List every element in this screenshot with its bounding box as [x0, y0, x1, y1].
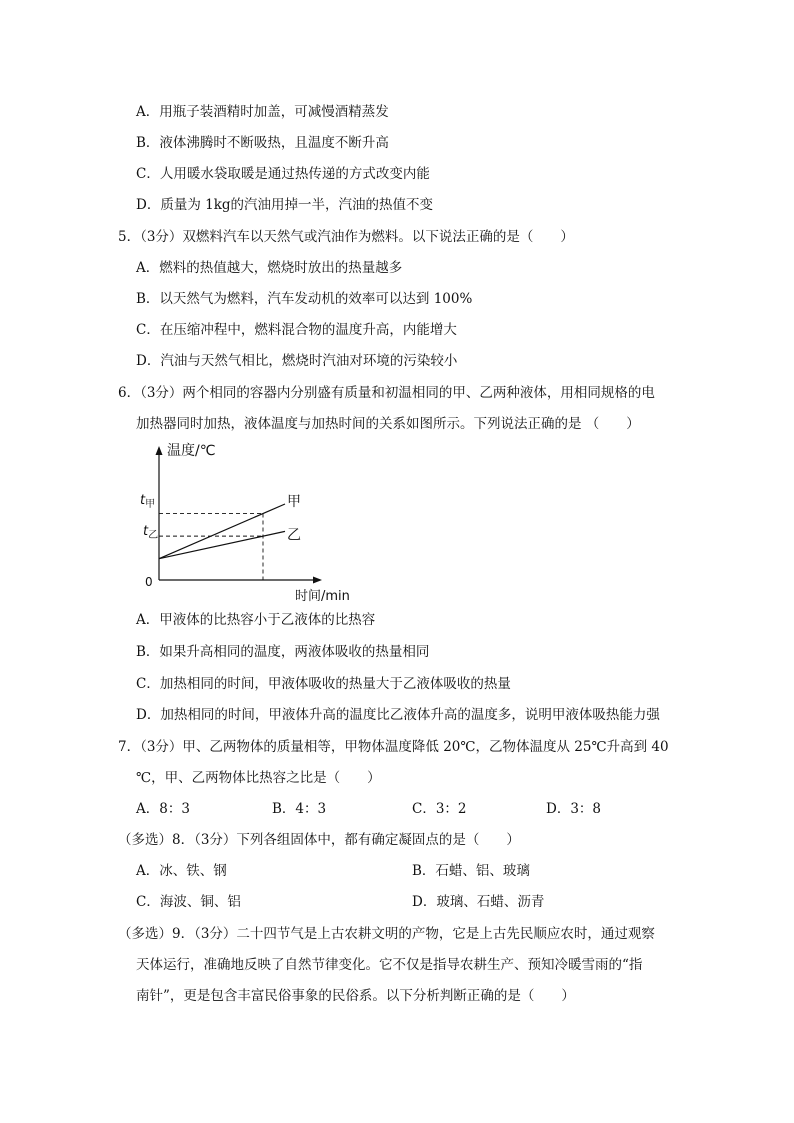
t-jia-label: $t_甲$ — [140, 493, 156, 510]
q8-option-b: B．石蜡、铝、玻璃 — [412, 863, 530, 879]
q7-option-a: A．8：3 — [136, 801, 190, 817]
q6-option-c: C．加热相同的时间，甲液体吸收的热量大于乙液体吸收的热量 — [136, 676, 511, 692]
q4-option-d: D．质量为 1kg的汽油用掉一半，汽油的热值不变 — [136, 197, 434, 213]
q4-option-b: B．液体沸腾时不断吸热，且温度不断升高 — [136, 135, 389, 151]
q8-option-d: D．玻璃、石蜡、沥青 — [412, 894, 545, 910]
temperature-time-chart — [135, 438, 350, 608]
y-axis-label: 温度/℃ — [167, 443, 216, 459]
q5-option-b: B．以天然气为燃料，汽车发动机的效率可以达到 100% — [136, 291, 473, 307]
q7-stem-line1: 7．（3分）甲、乙两物体的质量相等，甲物体温度降低 20℃，乙物体温度从 25℃升高到 40 — [118, 739, 669, 755]
q6-stem-line1: 6．（3分）两个相同的容器内分别盛有质量和初温相同的甲、乙两种液体，用相同规格的电 — [118, 385, 655, 401]
q9-stem-line2: 天体运行，准确地反映了自然节律变化。它不仅是指导农耕生产、预知冷暖雪雨的“指 — [136, 957, 643, 973]
q5-option-c: C．在压缩冲程中，燃料混合物的温度升高，内能增大 — [136, 322, 457, 338]
q6-stem-line2: 加热器同时加热，液体温度与加热时间的关系如图所示。下列说法正确的是 （ ） — [136, 416, 640, 432]
x-axis-arrow — [313, 577, 322, 584]
series-jia-label: 甲 — [287, 494, 301, 510]
q7-option-c: C．3：2 — [412, 801, 467, 817]
q6-option-a: A．甲液体的比热容小于乙液体的比热容 — [136, 612, 376, 628]
q6-option-b: B．如果升高相同的温度，两液体吸收的热量相同 — [136, 644, 430, 660]
q7-option-d: D．3：8 — [546, 801, 602, 817]
q7-option-b: B．4：3 — [272, 801, 327, 817]
origin-label: 0 — [145, 575, 153, 589]
q5-option-d: D．汽油与天然气相比，燃烧时汽油对环境的污染较小 — [136, 353, 458, 369]
series-yi-line — [159, 531, 285, 558]
q8-option-a: A．冰、铁、钢 — [136, 863, 227, 879]
q4-option-a: A．用瓶子装酒精时加盖，可减慢酒精蒸发 — [136, 104, 389, 120]
q9-stem-line3: 南针”，更是包含丰富民俗事象的民俗系。以下分析判断正确的是（ ） — [136, 988, 575, 1004]
t-yi-label: $t_乙$ — [143, 524, 159, 541]
series-yi-label: 乙 — [287, 527, 301, 544]
q7-stem-line2: ℃，甲、乙两物体比热容之比是（ ） — [136, 770, 381, 786]
q8-option-c: C．海波、铜、铝 — [136, 894, 241, 910]
q5-stem: 5．（3分）双燃料汽车以天然气或汽油作为燃料。以下说法正确的是（ ） — [118, 229, 574, 245]
q4-option-c: C．人用暖水袋取暖是通过热传递的方式改变内能 — [136, 166, 430, 182]
series-jia-line — [159, 504, 285, 559]
q8-stem: （多选）8．（3分）下列各组固体中，都有确定凝固点的是（ ） — [118, 832, 520, 848]
x-axis-label: 时间/min — [295, 589, 350, 604]
y-axis-arrow — [156, 446, 163, 455]
q6-option-d: D．加热相同的时间，甲液体升高的温度比乙液体升高的温度多，说明甲液体吸热能力强 — [136, 707, 660, 723]
q9-stem-line1: （多选）9．（3分）二十四节气是上古农耕文明的产物，它是上古先民顺应农时，通过观察 — [118, 926, 655, 942]
q5-option-a: A．燃料的热值越大，燃烧时放出的热量越多 — [136, 260, 403, 276]
